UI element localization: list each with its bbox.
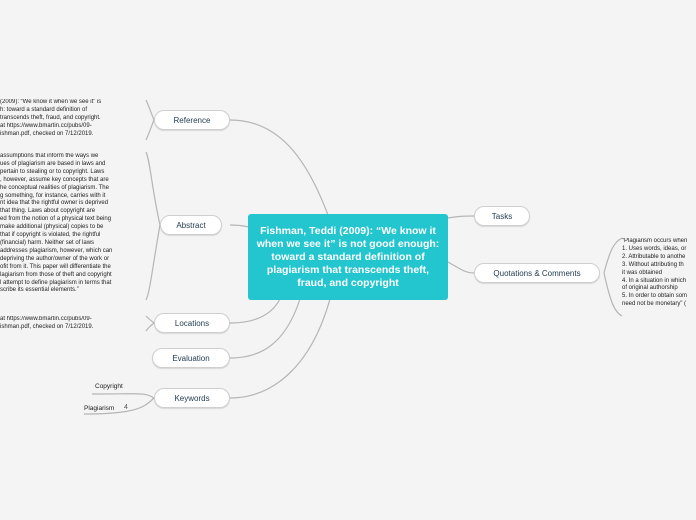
central-topic[interactable] — [248, 214, 448, 300]
connector-tasks — [448, 216, 474, 218]
abstract-note-line: make additional (physical) copies to be — [0, 224, 104, 231]
abstract-note-line: scribe its essential elements.” — [0, 287, 79, 294]
locations-note-line: at https://www.bmartin.cc/pubs/09- — [0, 316, 92, 322]
quotations-note-line: “Plagiarism occurs when — [622, 238, 688, 244]
abstract-note-line: g something, for instance, carries with it — [0, 192, 106, 199]
connector-quotations-note-top — [604, 238, 622, 273]
abstract-note-line: that if copyright is violated, the rightful — [0, 232, 101, 239]
branch-quotations[interactable] — [474, 263, 600, 283]
abstract-note-line: he conceptual realities of plagiarism. The — [0, 184, 109, 191]
connector-evaluation — [230, 299, 300, 358]
keyword-plagiarism-label: Plagiarism — [84, 405, 115, 412]
branch-reference[interactable] — [154, 110, 230, 130]
abstract-note-line: (financial) harm. Neither set of laws — [0, 239, 95, 246]
branch-abstract-label: Abstract — [176, 220, 206, 230]
keyword-count-badge — [124, 404, 128, 411]
reference-note-line: (2009): “We know it when we see it” is — [0, 99, 102, 105]
connector-keyword-copyright — [92, 394, 154, 398]
abstract-note-line: nt idea that the rightful owner is deprived — [0, 200, 109, 207]
abstract-note-line: assumptions that inform the ways we — [0, 153, 99, 159]
reference-note-line: transcends theft, fraud, and copyright. — [0, 114, 101, 121]
branch-locations-label: Locations — [174, 318, 210, 328]
connector-locations-note-bottom — [146, 323, 154, 331]
quotations-note-line: it was obtained — [622, 269, 663, 276]
connector-reference-note-bottom — [146, 120, 154, 140]
connector-quotations — [448, 262, 474, 273]
abstract-note-line: lagiarism from those of theft and copyright — [0, 271, 112, 278]
reference-note-line: h: toward a standard definition of — [0, 106, 88, 113]
quotations-note-line: of original authorship — [622, 285, 678, 292]
connector-abstract-note — [146, 152, 160, 225]
branch-quotations-label: Quotations & Comments — [493, 268, 581, 278]
quotations-note-line: need not be monetary” ( — [622, 301, 687, 308]
abstract-note-line: ed from the notion of a physical text being — [0, 216, 112, 223]
abstract-note-line: l attempt to define plagiarism in terms that — [0, 279, 112, 286]
branch-tasks-label: Tasks — [491, 211, 513, 221]
central-topic-text: Fishman, Teddi (2009): “We know it when we see it” is not good enough: toward a standard definition of plagiarism that transcends theft, fraud, and copyright — [256, 224, 440, 289]
abstract-note-line: pertain to stealing or to copyright. Laws — [0, 168, 105, 175]
branch-keywords-label: Keywords — [174, 393, 210, 403]
quotations-note-line: 5. In order to obtain som — [622, 293, 688, 300]
keyword-copyright-label: Copyright — [95, 383, 123, 390]
abstract-note — [0, 153, 146, 295]
quotations-note-line: 3. Without attributing th — [622, 261, 684, 268]
abstract-note-line: addresses plagiarism, however, which can — [0, 247, 113, 254]
connector-keywords — [230, 299, 330, 398]
reference-note — [0, 99, 146, 139]
quotations-note-line: 4. In a situation in which — [622, 277, 687, 284]
locations-note — [0, 316, 146, 332]
connector-quotations-note — [604, 273, 622, 316]
quotations-note-line: 1. Uses words, ideas, or — [622, 245, 687, 252]
branch-keywords[interactable] — [154, 388, 230, 408]
quotations-note — [622, 238, 696, 309]
reference-note-line: at https://www.bmartin.cc/pubs/09- — [0, 122, 92, 129]
branch-evaluation[interactable] — [152, 348, 230, 368]
reference-note-line: ishman.pdf, checked on 7/12/2019. — [0, 130, 94, 137]
branch-abstract[interactable] — [160, 215, 222, 235]
abstract-note-line: that thing. Laws about copyright are — [0, 208, 96, 215]
abstract-note-line: , however, assume key concepts that are — [0, 176, 109, 183]
abstract-note-line: depriving the author/owner of the work or — [0, 255, 110, 262]
keyword-plagiarism[interactable] — [84, 405, 114, 412]
branch-locations[interactable] — [154, 313, 230, 333]
branch-reference-label: Reference — [173, 115, 211, 125]
branch-tasks[interactable] — [474, 206, 530, 226]
branch-evaluation-label: Evaluation — [172, 353, 210, 363]
quotations-note-line: 2. Attributable to anothe — [622, 253, 686, 260]
connector-locations — [230, 299, 280, 323]
connector-locations-note — [146, 316, 154, 323]
locations-note-line: ishman.pdf, checked on 7/12/2019. — [0, 323, 94, 330]
keyword-copyright[interactable] — [95, 383, 123, 390]
keyword-count-text: 4 — [124, 404, 128, 411]
connector-reference-note — [146, 100, 154, 120]
abstract-note-line: ofit from it. This paper will differentiate the — [0, 263, 111, 270]
abstract-note-line: ues of plagiarism are based in laws and — [0, 160, 106, 167]
connector-abstract-note-bottom — [146, 225, 160, 300]
